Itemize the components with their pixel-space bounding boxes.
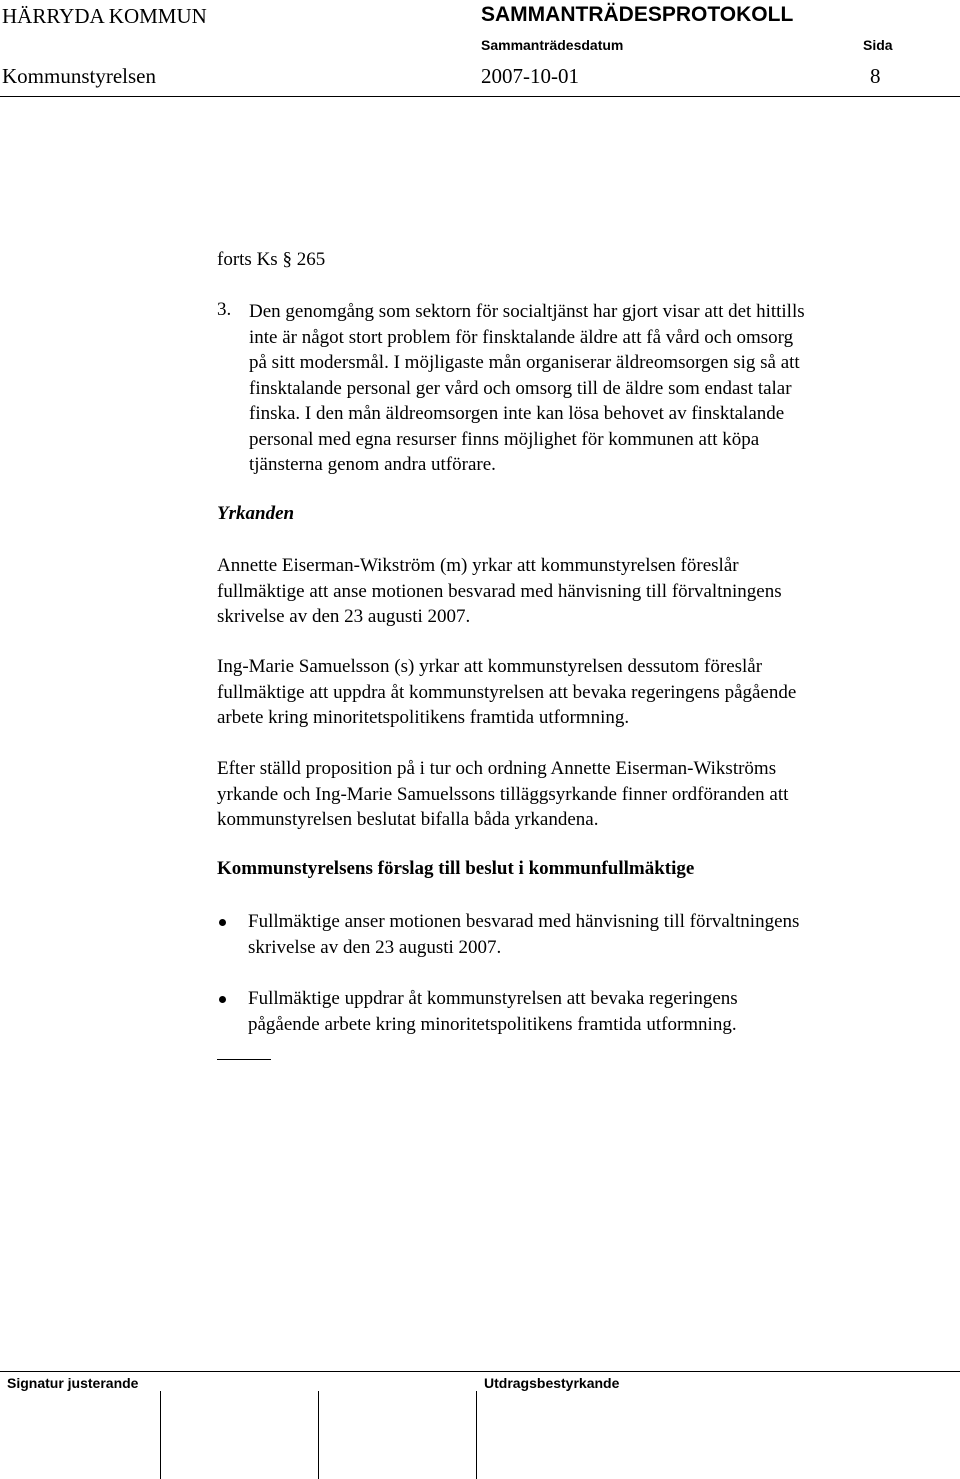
- proposition-paragraph: [217, 756, 788, 833]
- proposal-line: fullmäktige att anse motionen besvarad med hänvisning till förvaltningens: [217, 580, 782, 602]
- item-line: finska. I den mån äldreomsorgen inte kan lösa behovet av finsktalande: [249, 403, 785, 424]
- excerpt-certification-label: Utdragsbestyrkande: [484, 1375, 620, 1391]
- decision-line: Fullmäktige anser motionen besvarad med hänvisning till förvaltningens: [248, 911, 800, 932]
- item-line: finsktalande personal ger vård och omsorg till de äldre som endast talar: [249, 377, 792, 399]
- meeting-date-label: Sammanträdesdatum: [481, 37, 624, 53]
- proposition-line: Efter ställd proposition på i tur och ordning Annette Eiserman-Wikströms: [217, 758, 777, 779]
- meeting-date: 2007-10-01: [481, 64, 579, 88]
- proposal-paragraph: [217, 654, 796, 731]
- item-text: [249, 299, 805, 478]
- motions-heading: Yrkanden: [217, 503, 295, 524]
- item-line: Den genomgång som sektorn för socialtjänst har gjort visar att det hittills: [249, 301, 805, 322]
- end-of-section-rule: [217, 1059, 271, 1060]
- bullet-icon: [219, 996, 226, 1003]
- item-line: tjänsterna genom andra utförare.: [249, 454, 496, 475]
- proposal-paragraph: [217, 553, 782, 630]
- proposal-line: fullmäktige att uppdra åt kommunstyrelsen att bevaka regeringens pågående: [217, 681, 797, 703]
- item-line: inte är något stort problem för finsktalande äldre att få vård och omsorg: [249, 326, 794, 348]
- decision-heading: Kommunstyrelsens förslag till beslut i kommunfullmäktige: [217, 858, 695, 879]
- page-number: 8: [870, 64, 881, 88]
- document-title: SAMMANTRÄDESPROTOKOLL: [481, 3, 794, 26]
- proposition-line: yrkande och Ing-Marie Samuelssons tilläggsyrkande finner ordföranden att: [217, 783, 789, 805]
- decision-line: Fullmäktige uppdrar åt kommunstyrelsen att bevaka regeringens: [248, 988, 738, 1009]
- item-line: personal med egna resurser finns möjlighet för kommunen att köpa: [249, 428, 760, 450]
- signature-box-divider: [160, 1391, 161, 1479]
- footer-divider: [0, 1371, 960, 1372]
- proposal-line: Ing-Marie Samuelsson (s) yrkar att kommunstyrelsen dessutom föreslår: [217, 656, 763, 677]
- header-divider: [0, 96, 960, 97]
- proposal-line: Annette Eiserman-Wikström (m) yrkar att kommunstyrelsen föreslår: [217, 555, 739, 576]
- proposition-line: kommunstyrelsen beslutat bifalla båda yrkandena.: [217, 809, 599, 830]
- item-line: på sitt modersmål. I möjligaste mån organiserar äldreomsorgen sig så att: [249, 352, 800, 373]
- signature-label: Signatur justerande: [7, 1375, 139, 1391]
- proposal-line: skrivelse av den 23 augusti 2007.: [217, 606, 471, 627]
- decision-item: [248, 986, 738, 1037]
- decision-line: skrivelse av den 23 augusti 2007.: [248, 936, 502, 958]
- section-continuation: forts Ks § 265: [217, 249, 326, 270]
- organization-name: HÄRRYDA KOMMUN: [2, 4, 207, 28]
- governing-body-name: Kommunstyrelsen: [2, 64, 156, 88]
- item-number: 3.: [217, 299, 232, 320]
- signature-box-divider: [318, 1391, 319, 1479]
- page-label: Sida: [863, 37, 893, 53]
- proposal-line: arbete kring minoritetspolitikens framtida utformning.: [217, 707, 630, 728]
- signature-box-divider: [476, 1391, 477, 1479]
- decision-item: [248, 909, 799, 960]
- decision-line: pågående arbete kring minoritetspolitikens framtida utformning.: [248, 1013, 737, 1035]
- bullet-icon: [219, 919, 226, 926]
